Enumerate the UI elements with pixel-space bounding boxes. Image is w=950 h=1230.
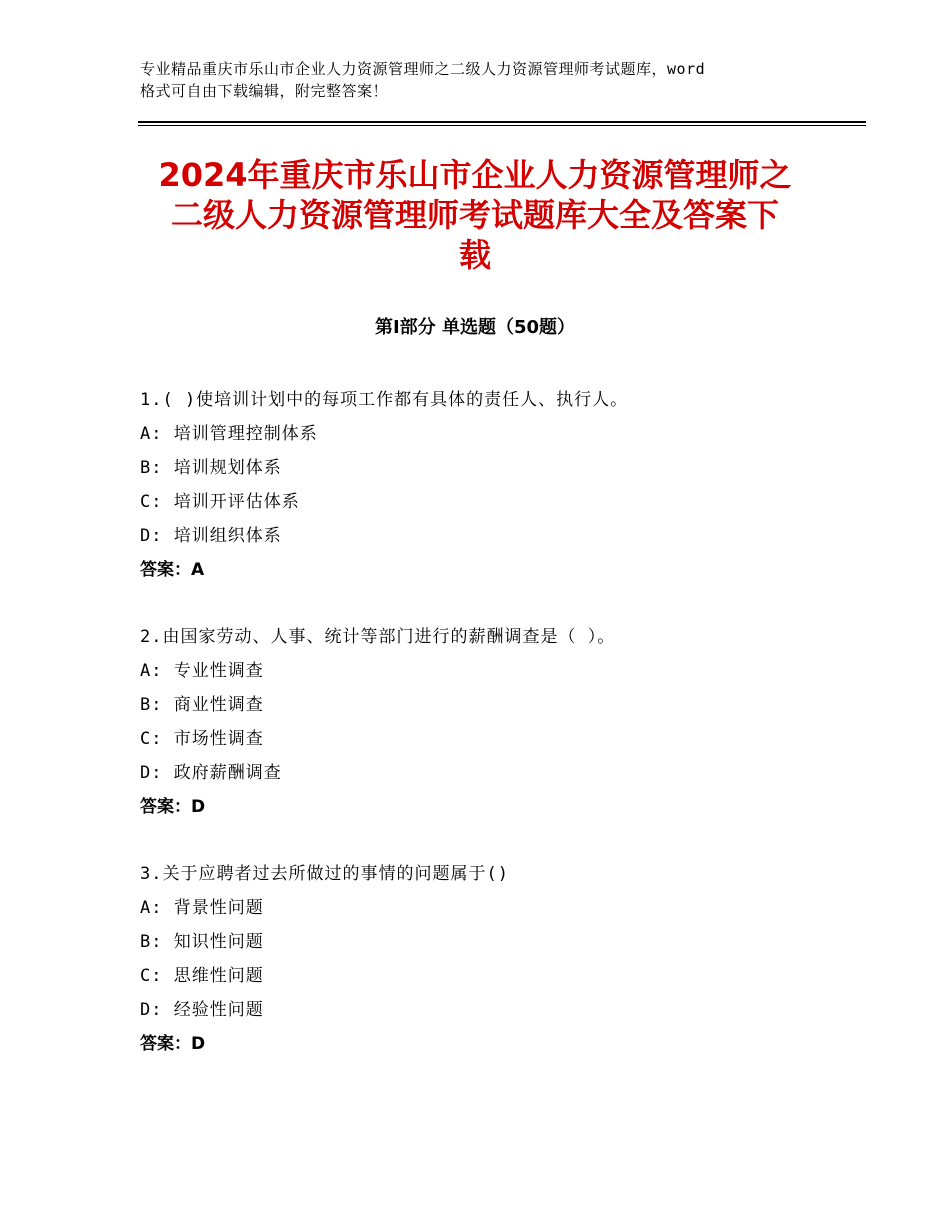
question-3	[140, 857, 840, 1061]
option-c: C: 思维性问题	[140, 966, 264, 986]
document-title-line-3: 载	[458, 236, 491, 274]
answer: 答案：D	[140, 797, 206, 817]
option-a: A: 培训管理控制体系	[140, 424, 318, 444]
option-b: B: 知识性问题	[140, 932, 264, 952]
section-title: 第Ⅰ部分 单选题（50题）	[374, 317, 575, 338]
header-rule-thin	[138, 125, 866, 126]
option-d: D: 政府薪酬调查	[140, 763, 282, 783]
header-note-line-1: 专业精品重庆市乐山市企业人力资源管理师之二级人力资源管理师考试题库，word	[140, 60, 706, 78]
answer: 答案：D	[140, 1034, 206, 1054]
question-list	[140, 383, 840, 1094]
option-b: B: 培训规划体系	[140, 458, 282, 478]
document-title	[120, 155, 830, 275]
option-d: D: 经验性问题	[140, 1000, 264, 1020]
option-d: D: 培训组织体系	[140, 526, 282, 546]
question-2	[140, 620, 840, 824]
option-c: C: 培训开评估体系	[140, 492, 300, 512]
header-note-line-2: 格式可自由下载编辑，附完整答案！	[140, 82, 389, 100]
document-title-line-2: 二级人力资源管理师考试题库大全及答案下	[170, 196, 779, 234]
option-b: B: 商业性调查	[140, 695, 264, 715]
document-title-line-1: 2024年重庆市乐山市企业人力资源管理师之	[158, 156, 792, 194]
question-1	[140, 383, 840, 587]
header-note	[140, 58, 830, 102]
option-a: A: 专业性调查	[140, 661, 264, 681]
option-c: C: 市场性调查	[140, 729, 264, 749]
question-stem: 3.关于应聘者过去所做过的事情的问题属于()	[140, 864, 509, 884]
question-stem: 2.由国家劳动、人事、统计等部门进行的薪酬调查是（ ）。	[140, 627, 616, 647]
question-stem: 1.( )使培训计划中的每项工作都有具体的责任人、执行人。	[140, 390, 629, 410]
answer: 答案：A	[140, 560, 205, 580]
option-a: A: 背景性问题	[140, 898, 264, 918]
header-rule-thick	[138, 121, 866, 123]
